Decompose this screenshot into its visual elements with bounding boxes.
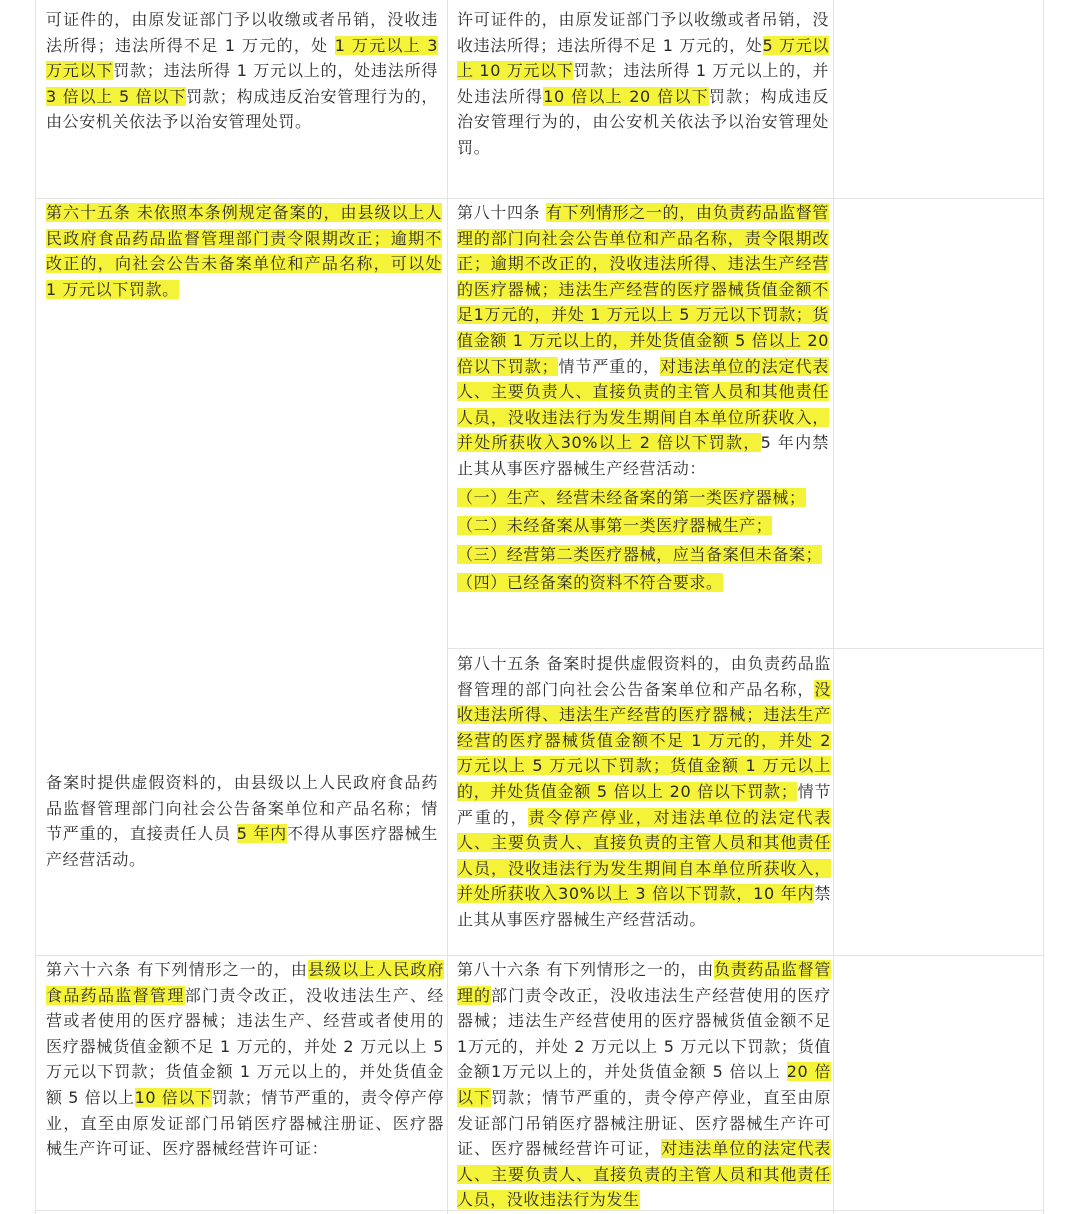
list-item: （三）经营第二类医疗器械，应当备案但未备案； bbox=[457, 544, 823, 564]
new-article-85-cell bbox=[457, 651, 831, 933]
new-provision-cell bbox=[457, 7, 829, 161]
old-provision-text: 可证件的，由原发证部门予以收缴或者吊销，没收违法所得；违法所得不足 1 万元的，处 1 万元以上 3 万元以下罚款；违法所得 1 万元以上的，处违法所得3 倍以上 5 倍以下罚款；构成违反治安管理行为的，由公安机关依法予以治安管理处罚。 bbox=[46, 10, 439, 132]
table-border-col1 bbox=[447, 0, 448, 1214]
table-border-col2 bbox=[833, 0, 834, 1214]
new-article-86-cell bbox=[457, 957, 831, 1213]
old-article-66-cell bbox=[46, 957, 444, 1162]
new-article-84-text: 第八十四条 有下列情形之一的，由负责药品监督管理的部门向社会公告单位和产品名称，责令限期改正；逾期不改正的，没收违法所得、违法生产经营的医疗器械；违法生产经营的医疗器械货值金额不足1万元的，并处 1 万元以上 5 万元以下罚款；货值金额 1 万元以上的，并处货值金额 5 倍以上 20 倍以下罚款；情节严重的，对违法单位的法定代表人、主要负责人、直接负责的主管人员和其他责任人员，没收违法行为发生期间自本单位所获收入，并处所获收入30%以上 2 倍以下罚款，5 年内禁止其从事医疗器械生产经营活动： bbox=[457, 203, 830, 478]
old-article-65-cell bbox=[46, 200, 442, 302]
old-false-filing-cell bbox=[46, 770, 438, 872]
list-item: （二）未经备案从事第一类医疗器械生产； bbox=[457, 516, 773, 536]
new-article-85-text: 第八十五条 备案时提供虚假资料的，由负责药品监督管理的部门向社会公告备案单位和产品名称，没收违法所得、违法生产经营的医疗器械；违法生产经营的医疗器械货值金额不足 1 万元的，并处 2 万元以上 5 万元以下罚款；货值金额 1 万元以上的，并处货值金额 5 倍以上 20 倍以下罚款；情节严重的，责令停产停业，对违法单位的法定代表人、主要负责人、直接负责的主管人员和其他责任人员，没收违法行为发生期间自本单位所获收入，并处所获收入30%以上 3 倍以下罚款，10 年内禁止其从事医疗器械生产经营活动。 bbox=[457, 654, 831, 929]
old-article-66-text: 第六十六条 有下列情形之一的，由县级以上人民政府食品药品监督管理部门责令改正，没收违法生产、经营或者使用的医疗器械；违法生产、经营或者使用的医疗器械货值金额不足 1 万元的，并处 2 万元以上 5 万元以下罚款；货值金额 1 万元以上的，并处货值金额 5 倍以上10 倍以下罚款；情节严重的，责令停产停业，直至由原发证部门吊销医疗器械注册证、医疗器械生产许可证、医疗器械经营许可证： bbox=[46, 960, 445, 1159]
list-item: （四）已经备案的资料不符合要求。 bbox=[457, 573, 723, 593]
old-false-filing-text: 备案时提供虚假资料的，由县级以上人民政府食品药品监督管理部门向社会公告备案单位和产品名称；情节严重的，直接责任人员 5 年内不得从事医疗器械生产经营活动。 bbox=[46, 773, 438, 869]
table-border-right bbox=[1043, 0, 1044, 1214]
list-item: （一）生产、经营未经备案的第一类医疗器械； bbox=[457, 487, 806, 507]
row-divider bbox=[35, 955, 1044, 956]
row-divider bbox=[447, 648, 1044, 649]
new-article-84-cell bbox=[457, 200, 829, 596]
table-border-left bbox=[35, 0, 36, 1214]
old-provision-cell bbox=[46, 7, 438, 135]
row-divider bbox=[35, 198, 1044, 199]
new-article-86-text: 第八十六条 有下列情形之一的，由负责药品监督管理的部门责令改正，没收违法生产经营使用的医疗器械；违法生产经营使用的医疗器械货值金额不足1万元的，并处 2 万元以上 5 万元以下罚款；货值金额1万元以上的，并处货值金额 5 倍以上 20 倍以下罚款；情节严重的，责令停产停业，直至由原发证部门吊销医疗器械注册证、医疗器械生产许可证、医疗器械经营许可证，对违法单位的法定代表人、主要负责人、直接负责的主管人员和其他责任人员，没收违法行为发生 bbox=[457, 960, 832, 1210]
old-article-65-text: 第六十五条 未依照本条例规定备案的，由县级以上人民政府食品药品监督管理部门责令限期改正；逾期不改正的，向社会公告未备案单位和产品名称，可以处 1 万元以下罚款。 bbox=[46, 203, 442, 299]
new-provision-text: 许可证件的，由原发证部门予以收缴或者吊销，没收违法所得；违法所得不足 1 万元的，处5 万元以上 10 万元以下罚款；违法所得 1 万元以上的，并处违法所得10 倍以上 20 倍以下罚款；构成违反治安管理行为的，由公安机关依法予以治安管理处罚。 bbox=[457, 10, 830, 157]
